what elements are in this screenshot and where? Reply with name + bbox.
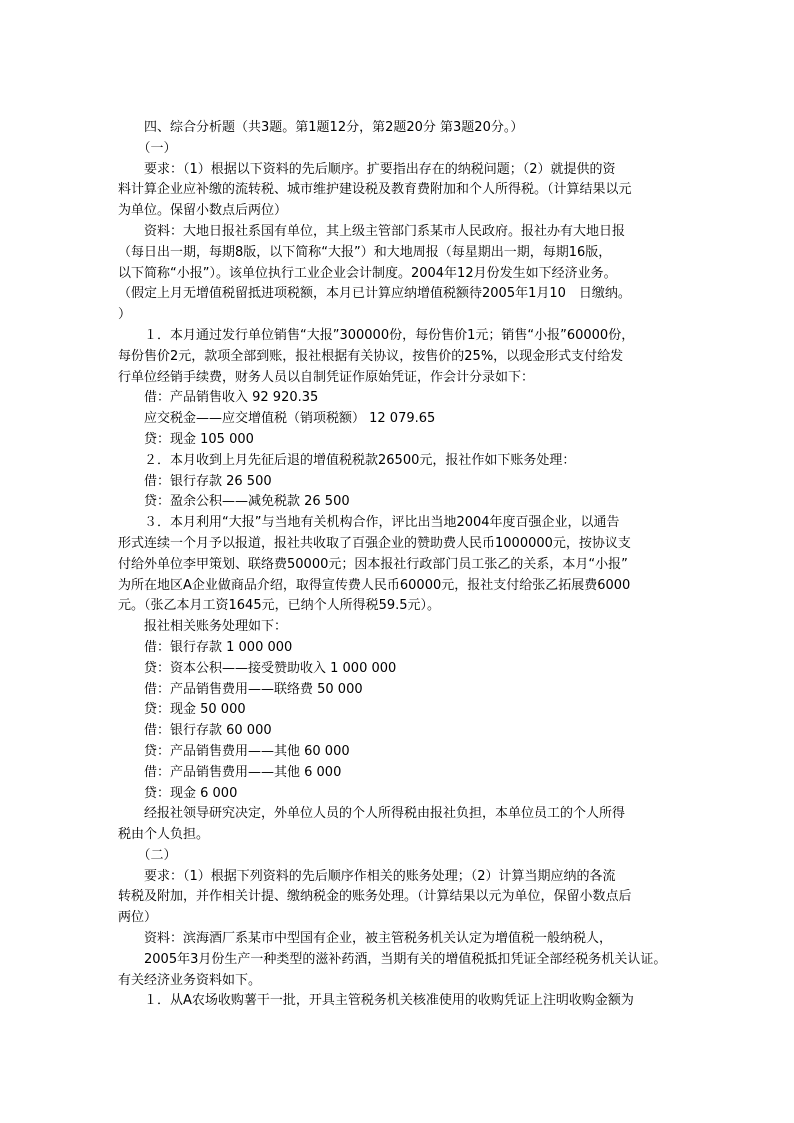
text-line: 转税及附加，并作相关计提、缴纳税金的账务处理。（计算结果以元为单位，保留小数点后: [118, 889, 632, 905]
text-line: 2005年3月份生产一种类型的滋补药酒，当期有关的增值税抵扣凭证全部经税务机关认证。: [118, 951, 667, 967]
text-line: 应交税金——应交增值税（销项税额） 12 079.65: [118, 411, 436, 427]
text-line: 要求：（1）根据下列资料的先后顺序作相关的账务处理；（2）计算当期应纳的各流: [118, 868, 616, 884]
text-line: 借：产品销售费用——联络费 50 000: [118, 681, 363, 697]
text-line: 经报社领导研究决定，外单位人员的个人所得税由报社负担，本单位员工的个人所得: [118, 806, 626, 822]
text-line: １．从A农场收购薯干一批，开具主管税务机关核准使用的收购凭证上注明收购金额为: [118, 993, 634, 1009]
text-line: 元。（张乙本月工资1645元，已纳个人所得税59.5元）。: [118, 598, 441, 614]
text-line: 借：产品销售收入 92 920.35: [118, 390, 319, 406]
text-line: 行单位经销手续费，财务人员以自制凭证作原始凭证，作会计分录如下：: [118, 369, 535, 385]
text-line: 以下简称“小报”）。该单位执行工业企业会计制度。2004年12月份发生如下经济业务。: [118, 265, 617, 281]
text-line: 资料：大地日报社系国有单位，其上级主管部门系某市人民政府。报社办有大地日报: [118, 223, 626, 239]
text-line: 贷：现金 105 000: [118, 431, 254, 447]
text-line: 两位）: [118, 910, 158, 926]
text-line: 为单位。保留小数点后两位）: [118, 203, 288, 219]
text-line: 有关经济业务资料如下。: [118, 972, 262, 988]
document-body: [118, 118, 678, 1012]
text-line: 四、综合分析题（共3题。第1题12分，第2题20分 第3题20分。）: [118, 120, 524, 135]
text-line: 借：银行存款 1 000 000: [118, 639, 293, 655]
text-line: 为所在地区A企业做商品介绍，取得宣传费人民币60000元，报社支付给张乙拓展费6000: [118, 577, 631, 593]
text-line: 报社相关账务处理如下：: [118, 619, 288, 635]
text-line: 贷：现金 6 000: [118, 785, 238, 801]
text-line: 贷：现金 50 000: [118, 702, 246, 718]
text-line: （二）: [118, 847, 177, 863]
text-line: （一）: [118, 140, 177, 156]
text-line: ２．本月收到上月先征后退的增值税税款26500元，报社作如下账务处理：: [118, 452, 576, 468]
text-line: 借：银行存款 26 500: [118, 473, 272, 489]
text-line: 资料：滨海酒厂系某市中型国有企业，被主管税务机关认定为增值税一般纳税人，: [118, 931, 613, 947]
text-line: 贷：盈余公积——减免税款 26 500: [118, 494, 350, 510]
text-line: （每日出一期，每期8版，以下简称“大报”）和大地周报（每星期出一期，每期16版，: [118, 244, 612, 260]
text-line: 贷：资本公积——接受赞助收入 1 000 000: [118, 660, 397, 676]
text-line: 借：产品销售费用——其他 6 000: [118, 764, 342, 780]
text-line: 借：银行存款 60 000: [118, 723, 272, 739]
text-line: 料计算企业应补缴的流转税、城市维护建设税及教育费附加和个人所得税。（计算结果以元: [118, 182, 632, 198]
text-line: 税由个人负担。: [118, 827, 210, 843]
text-line: 形式连续一个月予以报道，报社共收取了百强企业的赞助费人民币1000000元，按协议支: [118, 535, 631, 551]
text-line: （假定上月无增值税留抵进项税额，本月已计算应纳增值税额待2005年1月10 日缴纳。: [118, 286, 631, 302]
text-line: １．本月通过发行单位销售“大报”300000份，每份售价1元；销售“小报”60000份，: [118, 327, 635, 343]
text-line: 贷：产品销售费用——其他 60 000: [118, 743, 350, 759]
text-line: ）: [118, 307, 132, 323]
text-line: 要求：（1）根据以下资料的先后顺序。扩要指出存在的纳税问题；（2）就提供的资: [118, 161, 616, 177]
text-line: ３．本月利用“大报”与当地有关机构合作，评比出当地2004年度百强企业，以通告: [118, 515, 620, 531]
text-line: 每份售价2元，款项全部到账，报社根据有关协议，按售价的25%，以现金形式支付给发: [118, 348, 624, 364]
text-line: 付给外单位李甲策划、联络费50000元；因本报社行政部门员工张乙的关系，本月“小报”: [118, 556, 628, 572]
